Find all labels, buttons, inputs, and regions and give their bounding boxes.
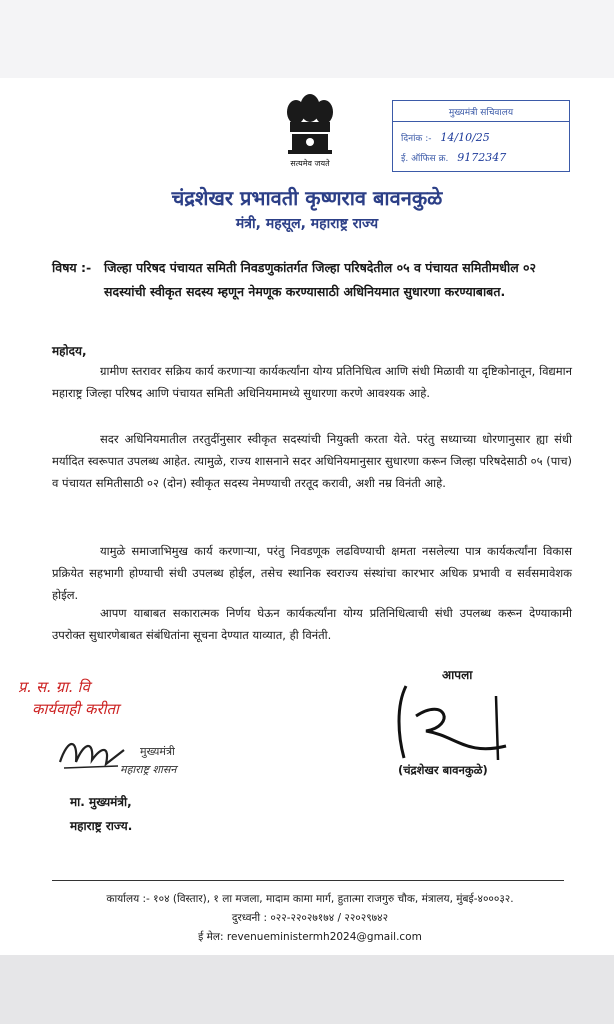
stamp-office-value: 9172347 — [457, 151, 507, 164]
stamp-office-label: ई. ऑफिस क्र. — [401, 154, 449, 164]
signer-name: (चंद्रशेखर बावनकुळे) — [398, 763, 488, 777]
forward-signature-text — [120, 743, 176, 779]
office-footer — [40, 890, 580, 947]
closing-aapla: आपला — [442, 668, 473, 682]
minister-name: चंद्रशेखर प्रभावती कृष्णराव बावनकुळे — [171, 186, 443, 210]
body-paragraph: आपण याबाबत सकारात्मक निर्णय घेऊन कार्यकर्त्यांना योग्य प्रतिनिधित्वाची संधी उपलब्ध करून देण्याकामी उपरोक्त सुधारणेबाबत संबंधितांना सूचना देण्यात याव्यात, ही विनंती. — [52, 606, 572, 642]
addressee — [70, 790, 132, 838]
addressee-line-1: मा. मुख्यमंत्री, — [70, 795, 132, 809]
stamp-date-label: दिनांक :- — [401, 134, 432, 144]
handwritten-remark — [18, 676, 178, 726]
minister-designation: मंत्री, महसूल, महाराष्ट्र राज्य — [235, 216, 379, 232]
forward-signature — [54, 732, 130, 774]
footer-email-label: ई मेल: — [198, 931, 224, 943]
emblem-motto: सत्यमेव जयते — [290, 159, 330, 168]
forward-line-2: महाराष्ट्र शासन — [120, 763, 177, 776]
body-paragraph: सदर अधिनियमातील तरतुदींनुसार स्वीकृत सदस्यांची नियुक्ती करता येते. परंतु सध्याच्या धोरणानुसार ह्या संधी मर्यादित स्वरूपात उपलब्ध आहेत. त्यामुळे, राज्य शासनाने सदर अधिनियमानुसार सुधारणा करून जिल्हा परिषदेसाठी ०५ (पाच) व पंचायत समितीसाठी ०२ (दोन) स्वीकृत सदस्य नेमण्याची तरतूद करावी, अशी नम्र विनंती आहे. — [52, 432, 572, 490]
footer-email-row — [40, 928, 580, 947]
footer-divider — [52, 880, 564, 881]
ashoka-emblem-icon — [282, 92, 338, 164]
footer-phone: दुरध्वनी : ०२२-२२०२७१७४ / २२०२९७४२ — [231, 912, 389, 924]
stamp-date-value: 14/10/25 — [440, 131, 490, 144]
remark-line-1: प्र. स. ग्रा. वि — [18, 678, 90, 696]
stamp-title: मुख्यमंत्री सचिवालय — [393, 105, 569, 122]
cm-secretariat-stamp — [392, 100, 570, 172]
subject-text: जिल्हा परिषद पंचायत समिती निवडणुकांतर्गत जिल्हा परिषदेतील ०५ व पंचायत समितीमधील ०२ सदस्यांची स्वीकृत सदस्य म्हणून नेमणूक करण्यासाठी अधिनियमात सुधारणा करण्याबाबत. — [104, 260, 537, 299]
forward-line-1: मुख्यमंत्री — [140, 745, 175, 758]
body-paragraph: यामुळे समाजाभिमुख कार्य करणाऱ्या, परंतु निवडणूक लढविण्याची क्षमता नसलेल्या पात्र कार्यकर्त्यांना विकास प्रक्रियेत सहभागी होण्याची संधी उपलब्ध होईल, तसेच स्थानिक स्वराज्य संस्थांचा कारभार अधिक प्रभावी व सर्वसमावेशक होईल. — [52, 544, 572, 602]
stamp-date-row — [401, 131, 490, 144]
footer-address: कार्यालय :- १०४ (विस्तार), १ ला मजला, मादाम कामा मार्ग, हुतात्मा राजगुरु चौक, मंत्रालय, मुंबई-४०००३२. — [106, 893, 514, 905]
body-paragraph: ग्रामीण स्तरावर सक्रिय कार्य करणाऱ्या कार्यकर्त्यांना योग्य प्रतिनिधित्व आणि संधी मिळावी या दृष्टिकोनातून, विद्यमान महाराष्ट्र जिल्हा परिषद आणि पंचायत समिती अधिनियमामध्ये सुधारणा करणे आवश्यक आहे. — [52, 364, 572, 400]
stamp-office-row — [401, 151, 506, 164]
remark-line-2: कार्यवाही करीता — [32, 700, 119, 718]
minister-signature — [386, 676, 526, 766]
salutation: महोदय, — [52, 344, 87, 358]
screen-top-band — [0, 0, 614, 78]
footer-email: revenueministermh2024@gmail.com — [226, 931, 422, 943]
addressee-line-2: महाराष्ट्र राज्य. — [70, 819, 133, 833]
screen-bottom-band — [0, 955, 614, 1024]
subject-label: विषय :- — [52, 260, 92, 275]
